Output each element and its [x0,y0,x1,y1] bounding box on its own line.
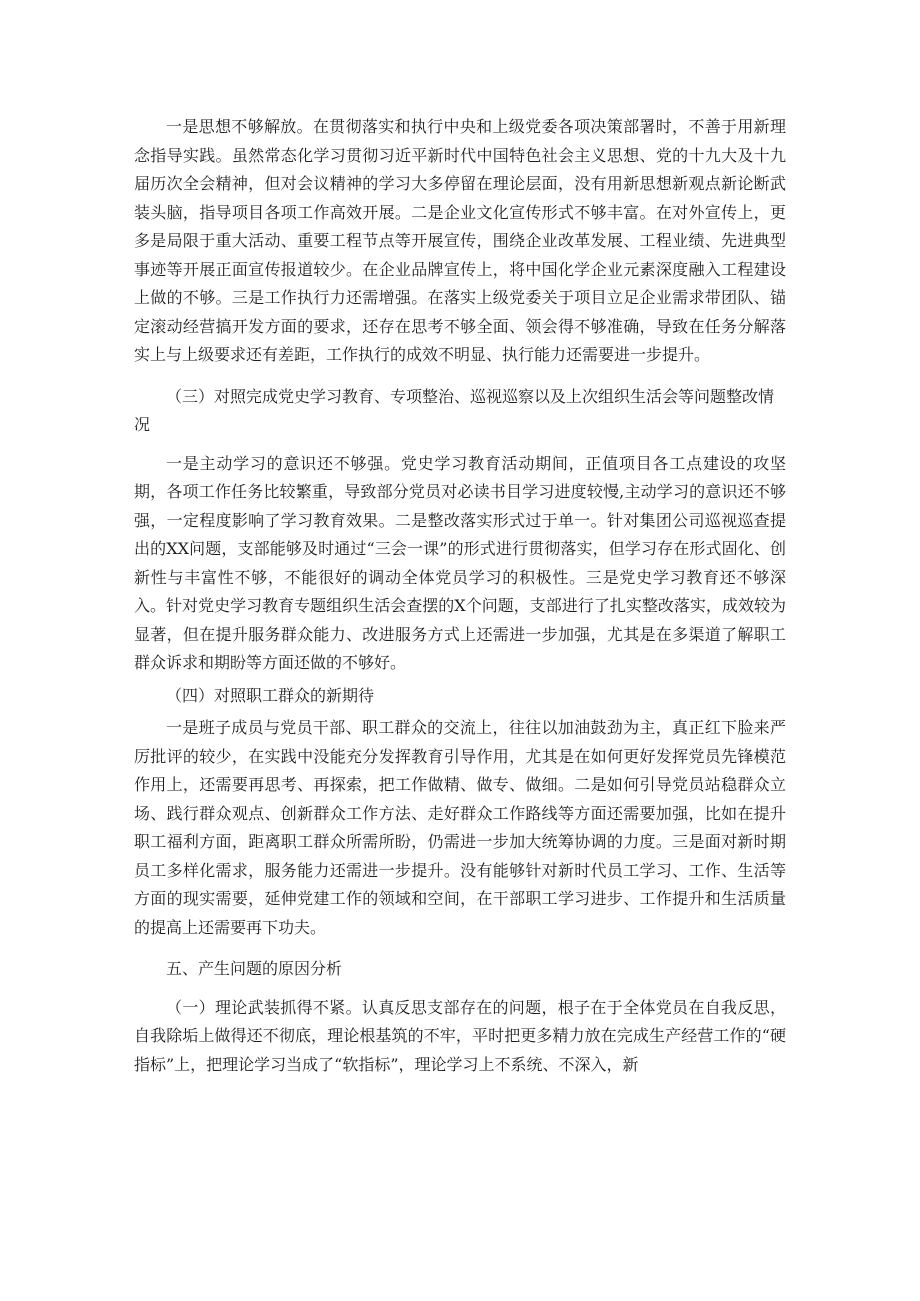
paragraph-problems-ideology: 一是思想不够解放。在贯彻落实和执行中央和上级党委各项决策部署时，不善于用新理念指导实践。虽然常态化学习贯彻习近平新时代中国特色社会主义思想、党的十九大及十九届历次全会精神，但对会议精神的学习大多停留在理论层面，没有用新思想新观点新论断武装头脑，指导项目各项工作高效开展。二是企业文化宣传形式不够丰富。在对外宣传上，更多是局限于重大活动、重要工程节点等开展宣传，围绕企业改革发展、工程业绩、先进典型事迹等开展正面宣传报道较少。在企业品牌宣传上，将中国化学企业元素深度融入工程建设上做的不够。三是工作执行力还需增强。在落实上级党委关于项目立足企业需求带团队、锚定滚动经营搞开发方面的要求，还存在思考不够全面、领会得不够准确，导致在任务分解落实上与上级要求还有差距，工作执行的成效不明显、执行能力还需要进一步提升。 [134,117,786,364]
section-heading-3: （三）对照完成党史学习教育、专项整治、巡视巡察以及上次组织生活会等问题整改情况 [134,386,775,434]
section-heading-4: （四）对照职工群众的新期待 [166,685,375,705]
section-heading-5: 五、产生问题的原因分析 [166,959,343,978]
paragraph-worker-expectations: 一是班子成员与党员干部、职工群众的交流上，往往以加油鼓劲为主，真正红下脸来严厉批评的较少，在实践中没能充分发挥教育引导作用，尤其是在如何更好发挥党员先锋模范作用上，还需要再思考、再探索，把工作做精、做专、做细。二是如何引导党员站稳群众立场、践行群众观点、创新群众工作方法、走好群众工作路线等方面还需要加强，比如在提升职工福利方面，距离职工群众所需所盼，仍需进一步加大统筹协调的力度。三是面对新时期员工多样化需求，服务能力还需进一步提升。没有能够针对新时代员工学习、工作、生活等方面的现实需要，延伸党建工作的领域和空间，在干部职工学习进步、工作提升和生活质量的提高上还需要再下功夫。 [134,718,786,937]
paragraph-rectification: 一是主动学习的意识还不够强。党史学习教育活动期间，正值项目各工点建设的攻坚期，各项工作任务比较繁重，导致部分党员对必读书目学习进度较慢,主动学习的意识还不够强，一定程度影响了学习教育效果。二是整改落实形式过于单一。针对集团公司巡视巡查提出的XX问题，支部能够及时通过“三会一课”的形式进行贯彻落实，但学习存在形式固化、创新性与丰富性不够，不能很好的调动全体党员学习的积极性。三是党史学习教育还不够深入。针对党史学习教育专题组织生活会查摆的X个问题，支部进行了扎实整改落实，成效较为显著，但在提升服务群众能力、改进服务方式上还需进一步加强，尤其是在多渠道了解职工群众诉求和期盼等方面还做的不够好。 [134,453,786,672]
document-body [134,113,786,1079]
paragraph-cause-analysis: （一）理论武装抓得不紧。认真反思支部存在的问题，根子在于全体党员在自我反思，自我除垢上做得还不彻底，理论根基筑的不牢，平时把更多精力放在完成生产经营工作的“硬指标”上，把理论学习当成了“软指标”，理论学习上不系统、不深入，新 [134,997,786,1074]
